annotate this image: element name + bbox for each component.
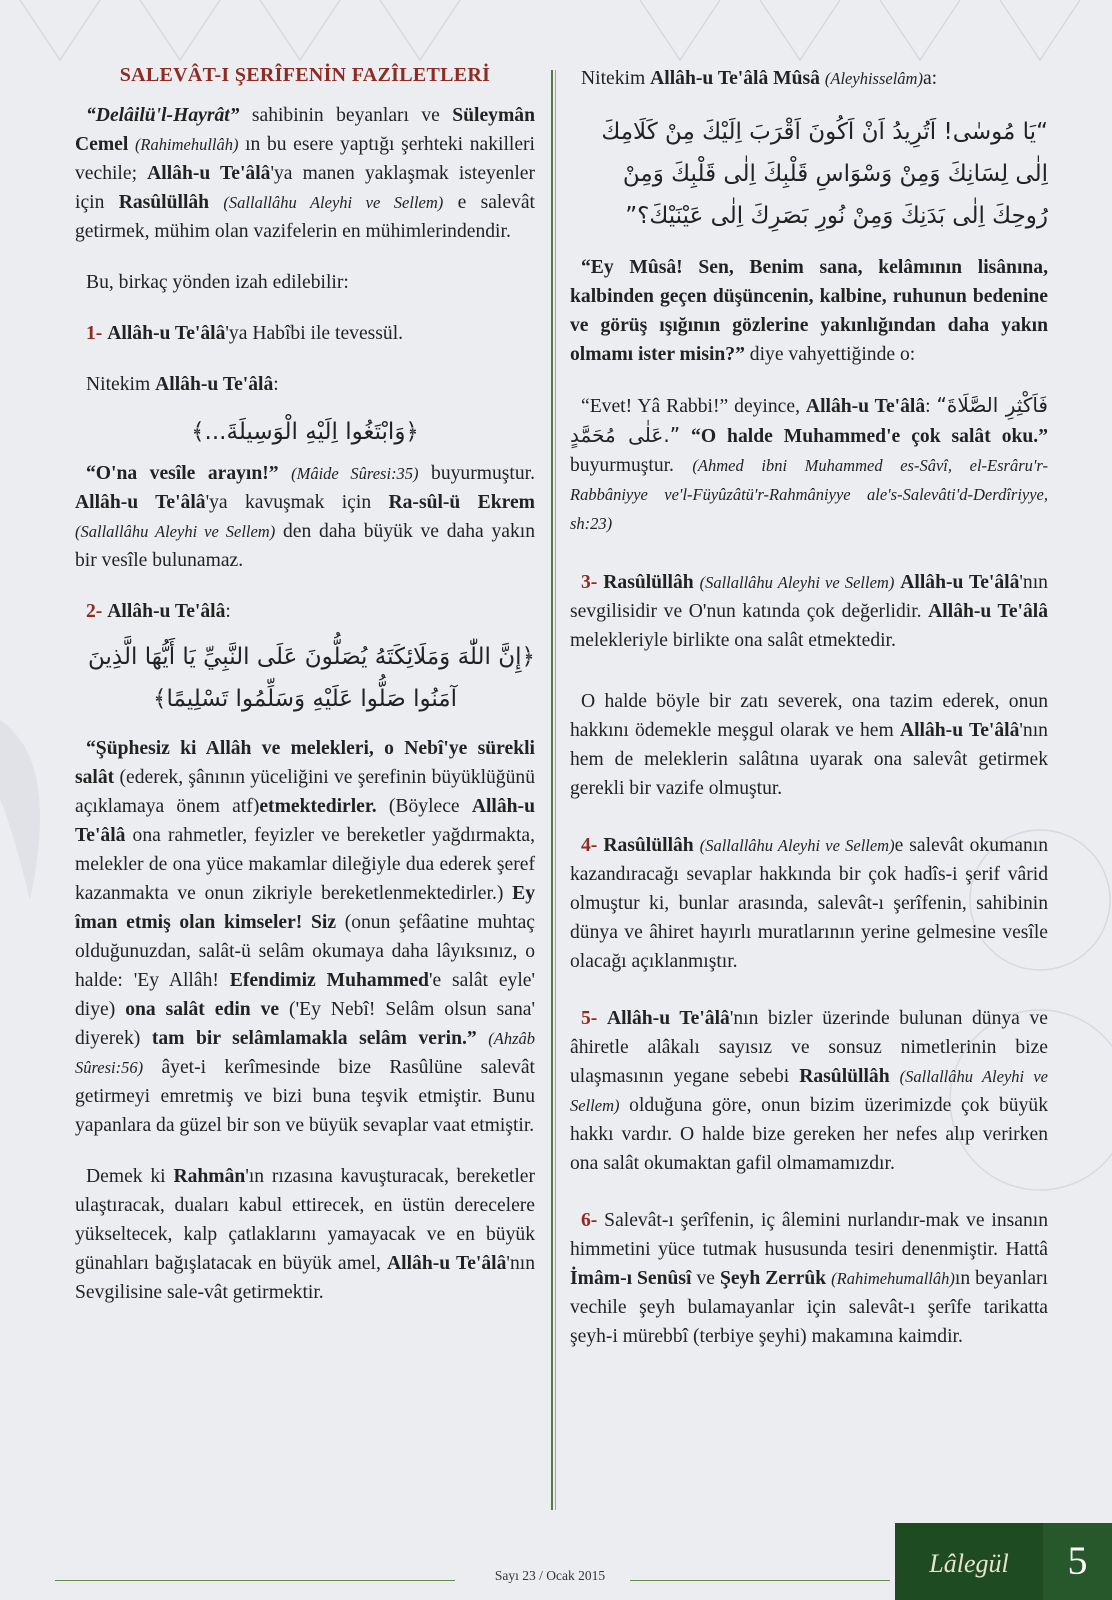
brand-logo: Lâlegül [929,1549,1009,1578]
paragraph-explain: Bu, birkaç yönden izah edilebilir: [86,272,349,293]
left-column [75,60,535,1307]
arabic-verse-1: ﴿وَابْتَغُوا اِلَيْهِ الْوَسِيلَةَ...﴾ [191,419,419,445]
item-1: 1- Allâh-u Te'âlâ'ya Habîbi ile tevessül. [86,323,404,344]
column-divider [551,70,556,1510]
paragraph-rahman: Demek ki Rahmân'ın rızasına kavuşturacak, bereketler ulaştıracak, duaları kabul ettirecek, en üstün derecelere yükseltecek, kalp çatlaklarını yamayacak ve en büyük günahları bağışlatacak en büyük amel, Allâh-u Te'âlâ'nın Sevgilisine sale-vât getirmektir. [75,1166,535,1303]
paragraph-evet: “Evet! Yâ Rabbi!” deyince, Allâh-u Te'âlâ: “فَاَكْثِرِ الصَّلَاةَ عَلٰى مُحَمَّدٍ.” “O halde Muhammed'e çok salât oku.” buyurmuştur. (Ahmed ibni Muhammed es-Sâvî, el-Esrâru'r-Rabbâniyye ve'l-Füyûzâtü'r-Rahmâniyye ale's-Salevâti'd-Derdîriyye, sh:23) [570,393,1049,533]
item-6: 6- Salevât-ı şerîfenin, iç âlemini nurlandır-mak ve insanın himmetini yüce tutmak hususunda tesiri denenmiştir. Hattâ İmâm-ı Senûsî ve Şeyh Zerrûk (Rahimehumallâh)ın beyanları vechile şeyh bulamayanlar için salevât-ı şerîfe tarikatta şeyh-i mürebbî (terbiye şeyhi) makamına kaimdir. [570,1210,1049,1347]
paragraph-musa: Nitekim Allâh-u Te'âlâ Mûsâ (Aleyhisselâm)a: [581,68,938,89]
item-4: 4- Rasûlüllâh (Sallallâhu Aleyhi ve Sellem)e salevât okumanın kazandıracağı sevaplar hakkında bir çok hadîs-i şerif vârid olmuştur ki, bunlar arasında, salevât-ı şerîfenin, sahibinin dünya ve âhiret hayırlı muratlarının yerine gelmesine vesîle olacağı açıklanmıştır. [570,835,1048,972]
arabic-verse-2b: آمَنُوا صَلُّوا عَلَيْهِ وَسَلِّمُوا تَسْلِيمًا﴾ [152,686,457,712]
paragraph-nitekim-1: Nitekim Allâh-u Te'âlâ: [86,374,279,395]
page-number: 5 [1067,1538,1088,1583]
arabic-hadith-1c: رُوحِكَ اِلٰى بَدَنِكَ وَمِنْ نُورِ بَصَرِكَ اِلٰى عَيْنَيْكَ؟” [625,203,1048,229]
arabic-hadith-1b: اِلٰى لِسَانِكَ وَمِنْ وَسْوَاسِ قَلْبِكَ اِلٰى قَلْبِكَ وَمِنْ [622,161,1048,187]
item-5: 5- Allâh-u Te'âlâ'nın bizler üzerinde bulunan dünya ve âhiretle alâkalı sayısız ve sonsuz nimetlerinin bize ulaşmasının yegane sebebi Rasûlüllâh (Sallallâhu Aleyhi ve Sellem) olduğuna göre, onun bizim üzerimizde çok büyük hakkı vardır. O halde bize gereken her nefes alıp verirken ona salât okumaktan gafil olmamamızdır. [570,1008,1049,1174]
arabic-hadith-1a: “يَا مُوسٰى! اَتُرِيدُ اَنْ اَكُونَ اَقْرَبَ اِلَيْكَ مِنْ كَلَامِكَ [601,119,1048,145]
item-2: 2- Allâh-u Te'âlâ: [86,601,231,622]
arabic-verse-2a: ﴿إِنَّ اللّٰهَ وَمَلَائِكَتَهُ يُصَلُّونَ عَلَى النَّبِيِّ يَا أَيُّهَا الَّذِينَ [88,644,535,670]
page-number-box [1043,1523,1112,1600]
paragraph-musa-translation: “Ey Mûsâ! Sen, Benim sana, kelâmının lisânına, kalbinden geçen düşüncenin, kalbine, ruhunun bedenine ve görüş ışığının gözlerine yakınlığından daha yakın olmamı ister misin?” diye vahyettiğinde o: [570,257,1048,365]
paragraph-vesile: “O'na vesîle arayın!” (Mâide Sûresi:35) buyurmuştur. Allâh-u Te'âlâ'ya kavuşmak için Ra-sûl-ü Ekrem (Sallallâhu Aleyhi ve Sellem) den daha büyük ve daha yakın bir vesîle bulunamaz. [75,463,535,571]
paragraph-ahzab: “Şüphesiz ki Allâh ve melekleri, o Nebî'ye sürekli salât (ederek, şânının yüceliğini ve şerefinin büyüklüğünü açıklamaya önem atf)etmektedirler. (Böylece Allâh-u Te'âlâ ona rahmetler, feyizler ve bereketler yağdırmakta, melekler de ona yüce makamlar dileğiyle dua ederek şeref kazanmakta ve onun zikriyle bereketlenmektedirler.) Ey îman etmiş olan kimseler! Siz (onun şefâatine muhtaç olduğunuzdan, salât-ü selâm okumaya daha lâyıksınız, o halde: 'Ey Allâh! Efendimiz Muhammed'e salât eyle' diye) ona salât edin ve ('Ey Nebî! Selâm olsun sana' diyerek) tam bir selâmlamakla selâm verin.” (Ahzâb Sûresi:56) âyet-i kerîmesinde bize Rasûlüne salevât getirmeyi emretmiş ve bizi buna teşvik etmiştir. Bunu yapanlara da güzel bir son ve büyük sevaplar vaat etmiştir. [75,738,536,1136]
issue-label: Sayı 23 / Ocak 2015 [494,1568,606,1583]
brand-box [895,1523,1043,1600]
article-title: SALEVÂT-I ŞERÎFENİN FAZÎLETLERİ [119,64,491,86]
paragraph-intro: “Delâilü'l-Hayrât” sahibinin beyanları ve Süleymân Cemel (Rahimehullâh) ın bu esere yaptığı şerhteki nakilleri vechile; Allâh-u Te'âlâ'ya manen yaklaşmak isteyenler için Rasûlüllâh (Sallallâhu Aleyhi ve Sellem) e salevât getirmek, mühim olan vazifelerin en mühimlerindendir. [75,105,535,242]
paragraph-o-halde: O halde böyle bir zatı severek, ona tazim ederek, onun hakkını ödemekle meşgul olarak ve hem Allâh-u Te'âlâ'nın hem de meleklerin salâtına uyarak ona salevât getirmek gerekli bir vazife olmuştur. [570,691,1048,799]
right-column [570,60,1048,1351]
item-3: 3- Rasûlüllâh (Sallallâhu Aleyhi ve Sellem) Allâh-u Te'âlâ'nın sevgilisidir ve O'nun katında çok değerlidir. Allâh-u Te'âlâ melekleriyle birlikte ona salât etmektedir. [570,572,1048,651]
